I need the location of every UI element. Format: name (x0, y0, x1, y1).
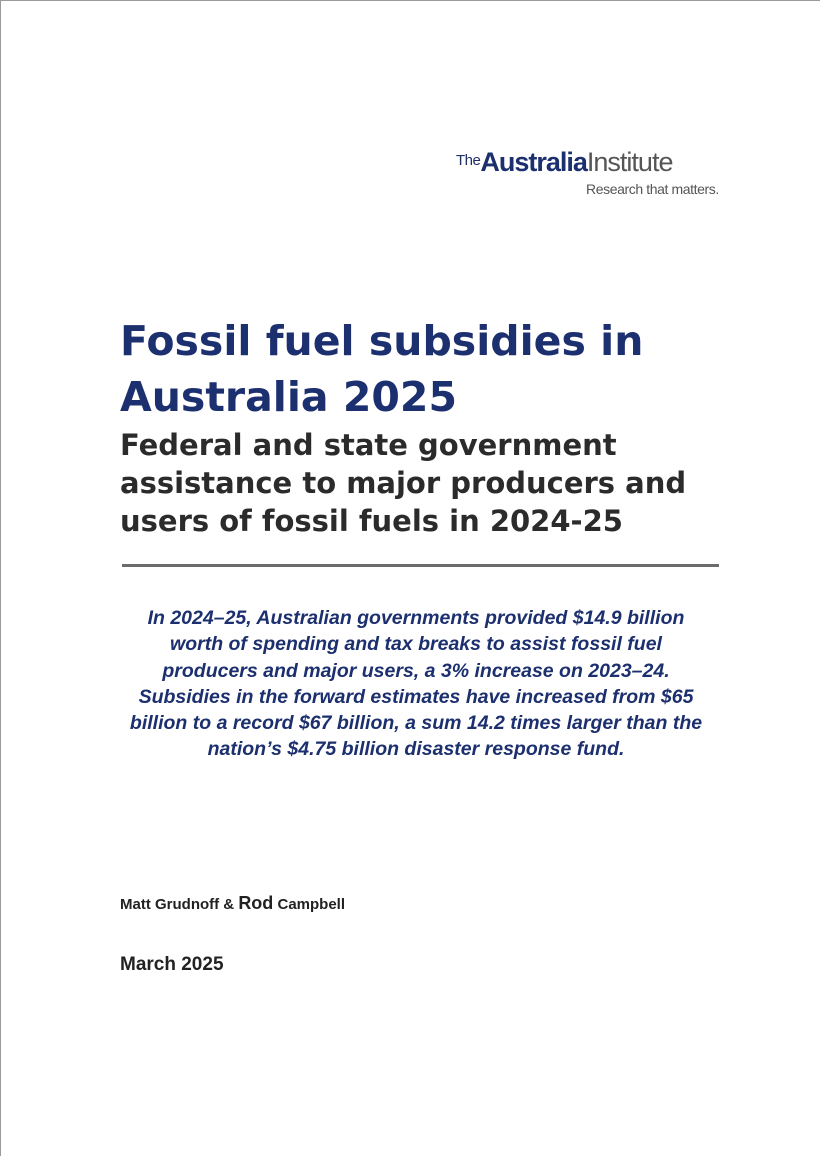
author-last: Campbell (273, 896, 345, 913)
author-first: Matt Grudnoff & (120, 896, 239, 913)
authors (120, 893, 345, 914)
australia-institute-logo (456, 147, 719, 197)
logo-australia: Australia (480, 147, 587, 177)
report-title: Fossil fuel subsidies in Australia 2025 (120, 317, 644, 421)
author-rod: Rod (238, 893, 274, 913)
report-summary: In 2024–25, Australian governments provided $14.9 billion worth of spending and tax breaks to assist fossil fuel producers and major users, a 3% increase on 2023–24. Subsidies in the forward estimates have increased from $65 billion to a record $67 billion, a sum 14.2 times larger than the nation’s $4.75 billion disaster response fund. (129, 607, 703, 761)
divider (122, 564, 719, 567)
report-subtitle: Federal and state government assistance to major producers and users of fossil fuels in 2024-25 (120, 428, 687, 538)
logo-institute: Institute (586, 147, 673, 177)
publication-date: March 2025 (120, 954, 224, 975)
logo-the: The (456, 152, 481, 169)
logo-tagline: Research that matters. (586, 181, 719, 197)
